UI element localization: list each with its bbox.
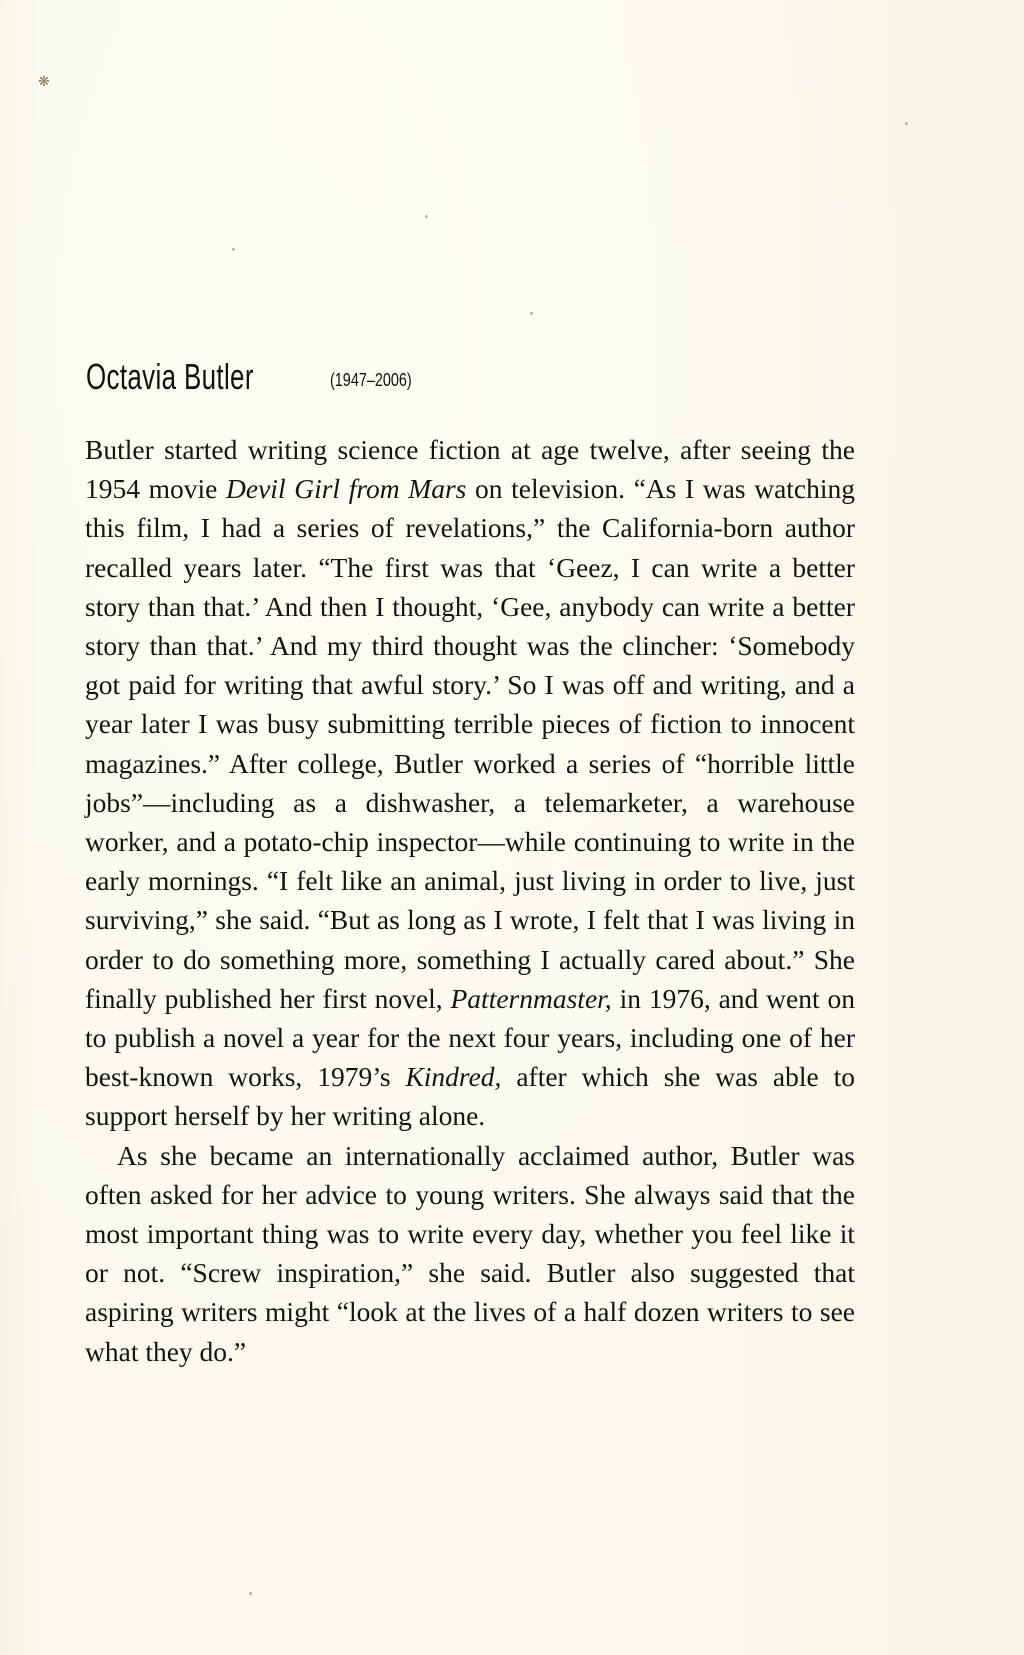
paper-speck [425, 215, 428, 218]
book-title-kindred: Kindred, [405, 1061, 502, 1093]
author-name: Octavia Butler [86, 356, 254, 397]
paragraph-2: As she became an internationally acclaimed author, Butler was often asked for her advice to young writers. She always said that the most important thing was to write every day, whether you feel like it or not. “Screw inspiration,” she said. Butler also suggested that aspiring writers might “look at the lives of a half dozen writers to see what they do.” [85, 1139, 855, 1367]
paragraph-1 [85, 430, 855, 1136]
paper-speck [249, 1592, 252, 1595]
paper-speck [905, 122, 908, 125]
paragraph-1-part-3: in 1976, and went on to publish a novel a year for the next four years, including one of her best-known works, 1979’s [85, 982, 855, 1093]
paragraph-1-part-2: on television. “As I was watching this film, I had a series of revelations,” the California-born author recalled years later. “The first was that ‘Geez, I can write a better story than that.’ And then I thought, ‘Gee, anybody can write a better story than that.’ And my third thought was the clincher: ‘Somebody got paid for writing that awful story.’ So I was off and writing, and a year later I was busy submitting terrible pieces of fiction to innocent magazines.” After college, Butler worked a series of “horrible little jobs”—including as a dishwasher, a telemarketer, a warehouse worker, and a potato-chip inspector—while continuing to write in the early mornings. “I felt like an animal, just living in order to live, just surviving,” she said. “But as long as I wrote, I felt that I was living in order to do something more, something I actually cared about.” She finally published her first novel, [85, 473, 856, 1014]
author-dates: (1947–2006) [330, 370, 412, 390]
book-title-devil-girl-from-mars: Devil Girl from Mars [226, 473, 467, 505]
paragraph-1-part-4: after which she was able to support herself by her writing alone. [85, 1061, 855, 1132]
ink-stain-mark: ❋ [38, 74, 50, 90]
paragraph-1-part-1: Butler started writing science fiction at age twelve, after seeing the 1954 movie [85, 434, 855, 505]
paper-speck [232, 248, 235, 251]
paper-speck [530, 312, 533, 315]
biography-text [85, 430, 855, 1371]
book-title-patternmaster: Patternmaster, [450, 982, 612, 1014]
section-heading [86, 356, 412, 398]
